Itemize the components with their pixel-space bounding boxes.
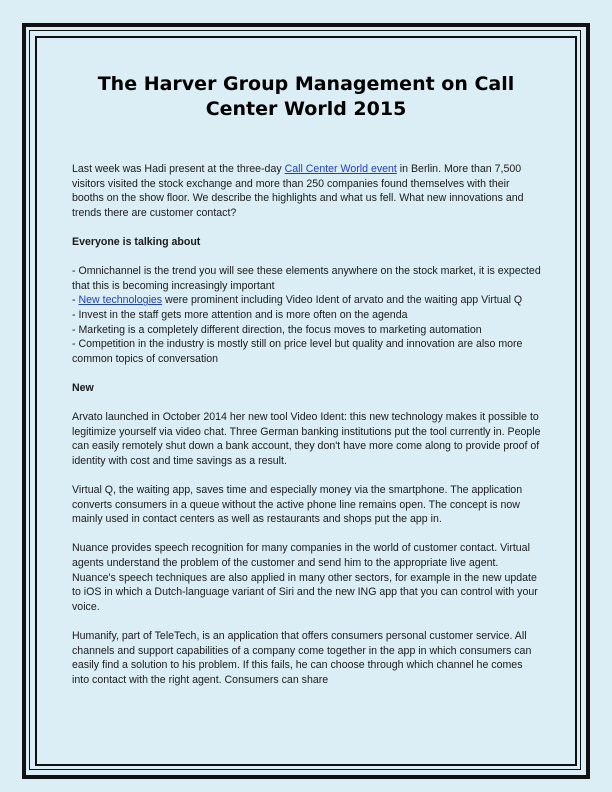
intro-paragraph — [72, 162, 542, 220]
bullet-prefix: - — [72, 294, 79, 307]
new-technologies-link[interactable]: New technologies — [78, 294, 163, 307]
bullet-competition: - Competition in the industry is mostly still on price level but quality and innovation are also more common topics of conversation — [72, 338, 523, 365]
document-title: The Harver Group Management on Call Center World 2015 — [97, 73, 515, 120]
bullet-list — [72, 264, 542, 366]
bullet-invest-staff: - Invest in the staff gets more attention and is more often on the agenda — [72, 308, 408, 321]
intro-text-end: in Berlin. More than 7,500 visitors visited the stock exchange and more than 250 companies found themselves with their booths on the show floor. We describe the highlights and what us fell. What new innovations and trends there are customer contact? — [72, 163, 524, 219]
intro-text-start: Last week was Hadi present at the three-day — [72, 163, 285, 175]
call-center-world-link[interactable]: Call Center World event — [284, 163, 397, 175]
document-body — [72, 162, 542, 702]
bullet-omnichannel: - Omnichannel is the trend you will see these elements anywhere on the stock market, it is expected that this is becoming increasingly important — [72, 265, 541, 292]
paragraph-arvato: Arvato launched in October 2014 her new tool Video Ident: this new technology makes it possible to legitimize yourself via video chat. Three German banking institutions put the tool currently in. People can easily remotely shut down a bank account, they don't have more come along to provide proof of identity with cost and time savings as a result. — [72, 411, 541, 467]
section-heading-everyone-talking: Everyone is talking about — [72, 235, 201, 248]
bullet-marketing: - Marketing is a completely different direction, the focus moves to marketing automation — [72, 323, 482, 336]
paragraph-nuance: Nuance provides speech recognition for many companies in the world of customer contact. Virtual agents understand the problem of the customer and send him to the appropriate live agent. Nuance's speech techniques are also applied in many other sectors, for example in the new update to iOS in which a Dutch-language variant of Siri and the new ING app that you can control with your voice. — [72, 542, 538, 613]
section-heading-new: New — [72, 381, 94, 394]
paragraph-humanify: Humanify, part of TeleTech, is an application that offers consumers personal customer service. All channels and support capabilities of a company come together in the app in which consumers can easily find a solution to his problem. If this fails, he can choose through which channel he comes into contact with the right agent. Consumers can share — [72, 630, 532, 686]
paragraph-virtual-q: Virtual Q, the waiting app, saves time and especially money via the smartphone. The application converts consumers in a queue without the active phone line remains open. The concept is now mainly used in contact centers as well as restaurants and shops put the app in. — [72, 484, 523, 526]
bullet-new-technologies-text: were prominent including Video Ident of arvato and the waiting app Virtual Q — [162, 294, 523, 307]
